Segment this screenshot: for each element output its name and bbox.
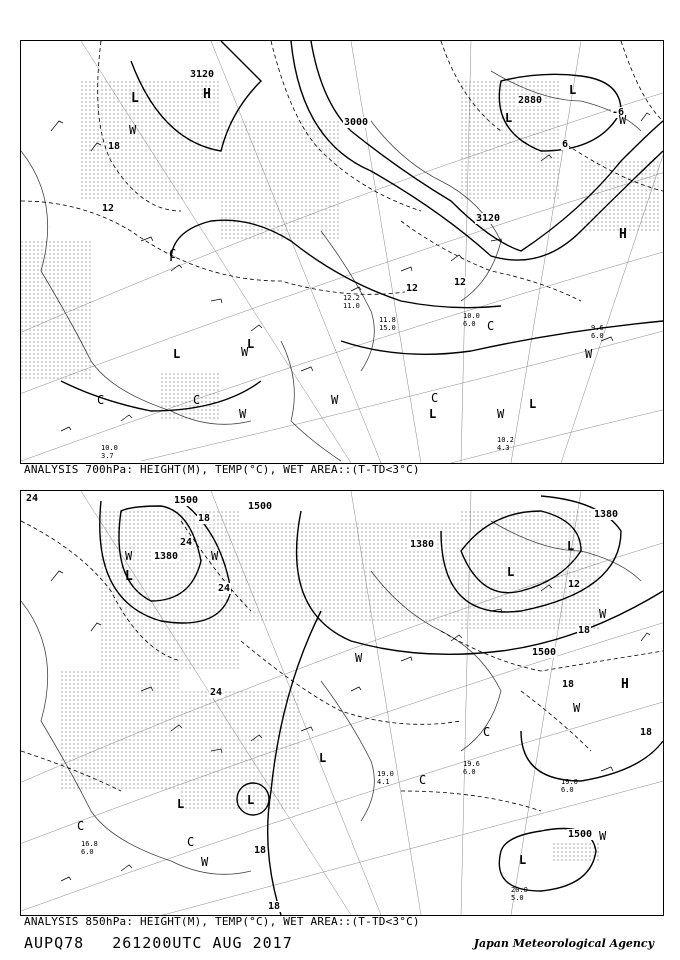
height-label: 1500 — [174, 495, 199, 506]
station-obs: 4.1 — [377, 778, 390, 786]
temp-label: 12 — [406, 283, 419, 294]
temp-label: 18 — [254, 845, 267, 856]
warm-marker: W — [331, 393, 339, 407]
warm-marker: W — [619, 113, 627, 127]
height-label: 3120 — [190, 69, 215, 80]
low-center: L — [177, 797, 185, 811]
cold-marker: C — [419, 773, 427, 787]
warm-marker: W — [129, 123, 137, 137]
low-center: L — [247, 337, 255, 351]
map-panel-700hpa — [20, 40, 664, 464]
chart-code: AUPQ78 — [24, 934, 85, 952]
valid-time: 261200UTC AUG 2017 — [112, 934, 293, 952]
station-obs: 6.0 — [591, 332, 604, 340]
temp-label: 18 — [562, 679, 575, 690]
station-obs: 10.0 — [101, 444, 118, 452]
station-obs: 3.7 — [101, 452, 114, 460]
station-obs: 11.0 — [343, 302, 360, 310]
warm-marker: W — [201, 855, 209, 869]
temp-label: 18 — [268, 901, 281, 912]
temp-label: 24 — [26, 493, 39, 504]
warm-marker: W — [355, 651, 363, 665]
station-obs: 10.0 — [463, 312, 480, 320]
warm-marker: W — [599, 607, 607, 621]
low-center: L — [131, 91, 139, 106]
temp-label: 18 — [108, 141, 121, 152]
high-center: H — [619, 227, 627, 242]
temp-label: 12 — [568, 579, 581, 590]
station-obs: 19.6 — [463, 760, 480, 768]
warm-marker: W — [585, 347, 593, 361]
station-obs: 19.0 — [377, 770, 394, 778]
height-label: 3120 — [476, 213, 501, 224]
cold-marker: C — [77, 819, 85, 833]
temp-label: 24 — [210, 687, 223, 698]
low-center: L — [319, 751, 327, 765]
temp-label: 12 — [454, 277, 467, 288]
low-center: L — [247, 793, 255, 807]
height-label: 1380 — [154, 551, 179, 562]
cold-marker: C — [483, 725, 491, 739]
station-obs: 6.0 — [561, 786, 574, 794]
map-850-graticule — [21, 491, 663, 915]
cold-marker: C — [193, 393, 201, 407]
station-obs: 20.0 — [511, 886, 528, 894]
cold-marker: C — [431, 391, 439, 405]
height-label: 2880 — [518, 95, 543, 106]
chart-id-line — [24, 934, 321, 952]
low-center: L — [505, 111, 513, 125]
caption-700hpa: ANALYSIS 700hPa: HEIGHT(M), TEMP(°C), WET AREA::(T-TD<3°C) — [24, 463, 420, 476]
low-center: L — [519, 853, 527, 867]
warm-marker: W — [239, 407, 247, 421]
temp-label: 24 — [218, 583, 231, 594]
height-label: 1500 — [248, 501, 273, 512]
warm-marker: W — [241, 345, 249, 359]
low-center: L — [569, 83, 577, 97]
warm-marker: W — [497, 407, 505, 421]
temp-label: 6 — [562, 139, 569, 150]
low-center: L — [173, 347, 181, 361]
station-obs: 19.0 — [561, 778, 578, 786]
low-center: L — [429, 407, 437, 421]
warm-marker: W — [573, 701, 581, 715]
temp-label: 18 — [640, 727, 653, 738]
temp-label: 12 — [102, 203, 115, 214]
station-obs: 6.0 — [463, 320, 476, 328]
station-obs: 5.0 — [511, 894, 524, 902]
warm-marker: W — [125, 549, 133, 563]
high-center: H — [203, 87, 211, 102]
map-700-graticule — [21, 41, 663, 463]
warm-marker: W — [599, 829, 607, 843]
low-center: L — [125, 569, 133, 584]
low-center: L — [529, 397, 537, 411]
temp-label: 18 — [578, 625, 591, 636]
cold-marker: C — [487, 319, 495, 333]
cold-marker: C — [187, 835, 195, 849]
low-center: L — [567, 539, 575, 553]
station-obs: 9.6 — [591, 324, 604, 332]
caption-850hpa: ANALYSIS 850hPa: HEIGHT(M), TEMP(°C), WET AREA::(T-TD<3°C) — [24, 915, 420, 928]
height-label: 1500 — [532, 647, 557, 658]
station-obs: 6.0 — [463, 768, 476, 776]
cold-marker: C — [169, 247, 177, 261]
map-panel-850hpa — [20, 490, 664, 916]
station-obs: 4.3 — [497, 444, 510, 452]
warm-marker: W — [211, 549, 219, 563]
cold-marker: C — [97, 393, 105, 407]
height-label: 1380 — [594, 509, 619, 520]
station-obs: 12.2 — [343, 294, 360, 302]
station-obs: 15.0 — [379, 324, 396, 332]
station-obs: 11.8 — [379, 316, 396, 324]
temp-label: 18 — [198, 513, 211, 524]
height-label: 1500 — [568, 829, 593, 840]
station-obs: 6.0 — [81, 848, 94, 856]
temp-label: -6 — [612, 107, 625, 118]
station-obs: 10.2 — [497, 436, 514, 444]
height-label: 3000 — [344, 117, 369, 128]
agency-credit: Japan Meteorological Agency — [473, 937, 654, 950]
high-center: H — [621, 677, 629, 692]
station-obs: 16.8 — [81, 840, 98, 848]
height-label: 1380 — [410, 539, 435, 550]
low-center: L — [507, 565, 515, 579]
temp-label: 24 — [180, 537, 193, 548]
